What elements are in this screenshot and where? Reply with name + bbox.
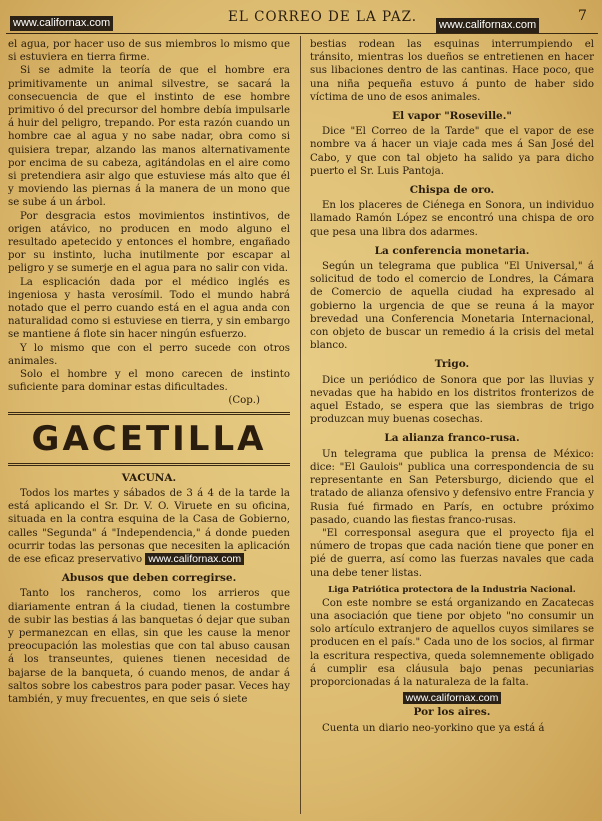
- watermark-left: www.californax.com: [10, 16, 113, 31]
- section-rule-top: [8, 412, 290, 415]
- masthead-title: EL CORREO DE LA PAZ.: [228, 9, 418, 25]
- section-title: GACETILLA: [31, 418, 267, 459]
- vacuna-text: Todos los martes y sábados de 3 á 4 de la tarde la está aplicando el Sr. Dr. V. O. Viruete en su oficina, situada en la contra esquina de la Casa de Gobierno, calles "Segunda" á "Independencia," á donde pueden ocurrir todas las personas que necesiten la aplicación de ese eficaz preservativo: [8, 487, 290, 565]
- column-divider: [300, 36, 301, 814]
- article-heading-aires: Por los aires.: [413, 706, 491, 719]
- left-column: [8, 38, 290, 706]
- watermark-right: www.californax.com: [436, 18, 539, 33]
- section-rule-bottom: [8, 463, 290, 466]
- article-heading-trigo: Trigo.: [434, 358, 470, 371]
- article-body-vacuna: [8, 487, 290, 566]
- article-body-aires: Cuenta un diario neo-yorkino que ya está á: [322, 722, 545, 734]
- article-body-trigo: Dice un periódico de Sonora que por las lluvias y nevadas que ha habido en los distritos fronterizos de aquel Estado, se espera que las siembras de trigo produzcan muy buenas cosechas.: [310, 374, 594, 426]
- intro-paragraph: Solo el hombre y el mono carecen de instinto suficiente para dominar estas dificultades.: [8, 369, 290, 394]
- article-body-alianza: Un telegrama que publica la prensa de México: dice: "El Gaulois" publica una correspondencia de su representante en San Petersburgo, diciendo que el tratado de alianza ofensivo y defensivo entre Francia y Rusia fué firmado en París, en octubre próximo pasado, cuando las fiestas franco-rusas.: [310, 448, 594, 526]
- header-rule: [6, 33, 598, 34]
- intro-paragraph: Y lo mismo que con el perro sucede con otros animales.: [8, 342, 290, 367]
- article-body-vapor: Dice "El Correo de la Tarde" que el vapor de ese nombre va á hacer un viaje cada mes á San José del Cabo, y que con tal objeto ha salido ya para dicho puerto el Sr. Luis Pantoja.: [310, 126, 594, 177]
- article-heading-vapor: El vapor "Roseville.": [392, 110, 512, 123]
- watermark-inline: www.californax.com: [145, 553, 244, 565]
- article-body-alianza: "El corresponsal asegura que el proyecto fija el número de tropas que cada nación tiene que poner en pié de guerra, así como las fuerzas navales que cada una debe tener listas.: [310, 527, 594, 579]
- article-heading-chispa: Chispa de oro.: [409, 184, 495, 197]
- intro-paragraph: La esplicación dada por el médico inglés es ingeniosa y hasta verosímil. Todo el mundo habrá notado que el perro cuando está en el agua anda con naturalidad como si estuviese en tierra, y sin embargo se mantiene á flote sin hacer ningún esfuerzo.: [8, 276, 290, 341]
- article-body-conferencia: Según un telegrama que publica "El Universal," á solicitud de todo el comercio de Londres, la Cámara de Comercio de aquella ciudad ha expresado al gobierno la urgencia de que se reuna á la mayor brevedad una Conferencia Monetaria Internacional, con objeto de buscar un remedio á la crisis del metal blanco.: [310, 261, 594, 352]
- intro-paragraph: el agua, por hacer uso de sus miembros lo mismo que si estuviera en tierra firme.: [8, 39, 290, 64]
- article-body-continued: bestias rodean las esquinas interrumpiendo el tránsito, mientras los dueños se entretienen en hacer sus libaciones dentro de las cantinas. Hace poco, que una niña pequeña estuvo á punto de haber sido víctima de uno de esos animales.: [310, 39, 594, 103]
- article-body-abusos: Tanto los rancheros, como los arrieros que diariamente entran á la ciudad, tienen la costumbre de subir las bestias á las banquetas ó dejar que suban y permanezcan en ellas, sin que les cause la menor preocupación las molestias que con tal abuso causan á los transeuntes, quienes tienen necesidad de bajarse de la banqueta, ó cuando menos, de andar á saltos sobre los cabestros para poder pasar. Veces hay también, y muy frecuentes, en que seis ó siete: [8, 588, 290, 705]
- watermark-inline: www.californax.com: [403, 692, 502, 704]
- article-body-liga: Con este nombre se está organizando en Zacatecas una asociación que tiene por objeto "no consumir un solo artículo extranjero de aquellos cuyos similares se producen en el país." Cada uno de los socios, al firmar la escritura respectiva, queda solemnemente obligado á cumplir esa cláusula bajo penas pecuniarias proporcionadas á la naturaleza de la falta.: [310, 597, 594, 688]
- article-body-chispa: En los placeres de Ciénega en Sonora, un individuo llamado Ramón López se encontró una chispa de oro que pesa una libra dos adarmes.: [310, 200, 594, 238]
- intro-paragraph: Por desgracia estos movimientos instintivos, de origen atávico, no producen en modo alguno el resultado apetecido y entonces el hombre, engañado por su instinto, lucha inutilmente por escapar al peligro y se sumerje en el agua para no salir con vida.: [8, 210, 290, 275]
- intro-paragraph: Si se admite la teoría de que el hombre era primitivamente un animal silvestre, se sacará la consecuencia de que el instinto de ese hombre primitivo ó del precursor del hombre debía impulsarle á huir del peligro, trepando. Por esta razón cuando un hombre cae al agua y no sabe nadar, obra como si quisiera trepar, alzando las manos alternativamente por encima de su cabeza, agitándolas en el aire como si pretendiera asir algo que estuviese más alto que él y moviendo las piernas á la manera de un mono que se sube á un árbol.: [8, 65, 290, 209]
- right-column: [310, 38, 594, 735]
- page-number: 7: [578, 8, 587, 24]
- article-heading-conferencia: La conferencia monetaria.: [374, 244, 530, 257]
- watermark-row: [310, 692, 594, 705]
- article-heading-vacuna: VACUNA.: [121, 471, 177, 484]
- article-heading-abusos: Abusos que deben corregirse.: [61, 572, 237, 585]
- article-heading-alianza: La alianza franco-rusa.: [384, 432, 520, 445]
- page-header: [0, 6, 602, 31]
- article-signoff: (Cop.): [228, 395, 260, 407]
- article-heading-liga: Liga Patriótica protectora de la Industria Nacional.: [328, 584, 576, 595]
